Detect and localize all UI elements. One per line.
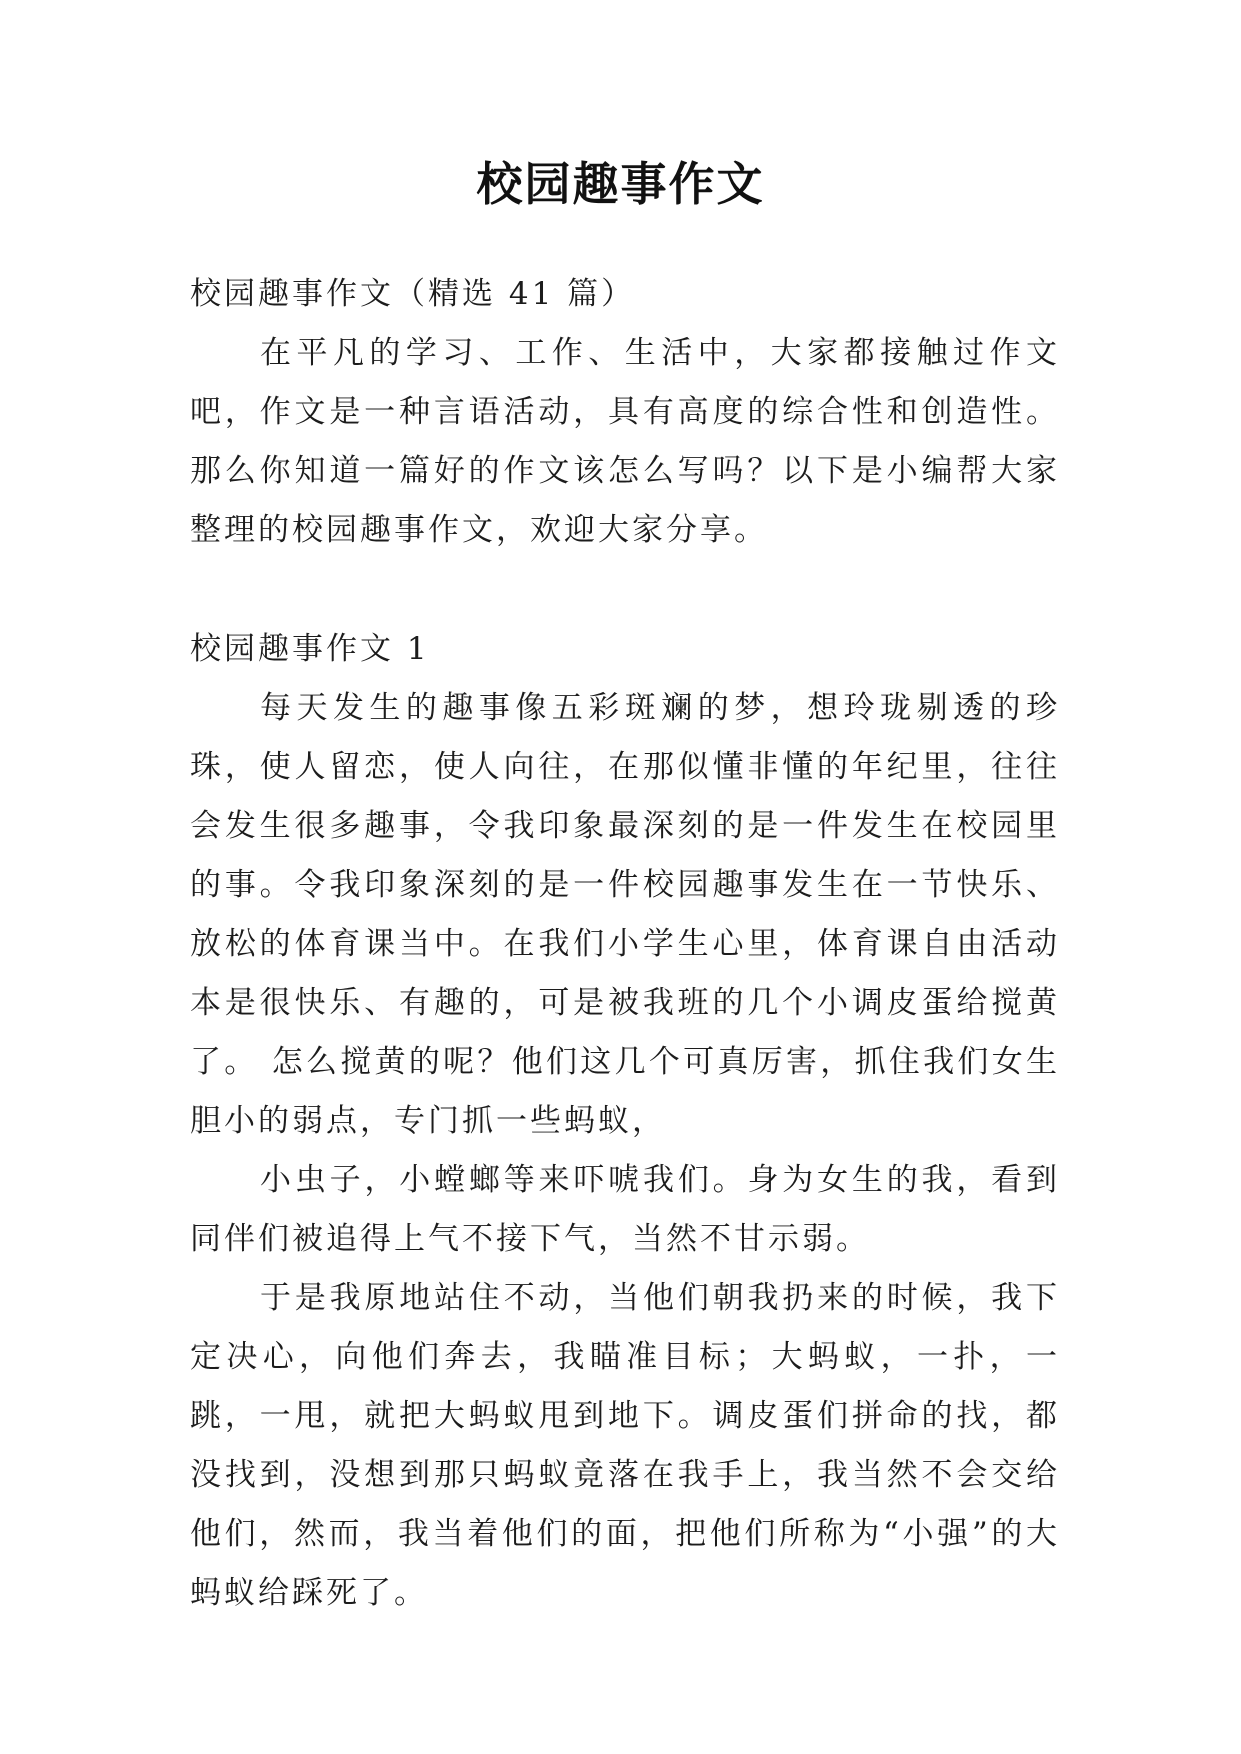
section-1-paragraph: 每天发生的趣事像五彩斑斓的梦，想玲珑剔透的珍珠，使人留恋，使人向往，在那似懂非懂的年纪里，往往会发生很多趣事，令我印象最深刻的是一件发生在校园里的事。令我印象深刻的是一件校园趣事发生在一节快乐、放松的体育课当中。在我们小学生心里，体育课自由活动本是很快乐、有趣的，可是被我班的几个小调皮蛋给搅黄了。 怎么搅黄的呢？他们这几个可真厉害，抓住我们女生胆小的弱点，专门抓一些蚂蚁， [190, 690, 1060, 1139]
section-1-paragraph: 于是我原地站住不动，当他们朝我扔来的时候，我下定决心，向他们奔去，我瞄准目标；大蚂蚁，一扑，一跳，一甩，就把大蚂蚁甩到地下。调皮蛋们拼命的找，都没找到，没想到那只蚂蚁竟落在我手上，我当然不会交给他们，然而，我当着他们的面，把他们所称为“小强”的大蚂蚁给踩死了。 [190, 1280, 1060, 1611]
section-1-heading: 校园趣事作文 1 [190, 631, 430, 667]
document-subtitle: 校园趣事作文（精选 41 篇） [190, 276, 636, 312]
document-title: 校园趣事作文 [476, 157, 765, 211]
section-1 [190, 620, 1060, 1623]
section-1-paragraph: 小虫子，小螳螂等来吓唬我们。身为女生的我，看到同伴们被追得上气不接下气，当然不甘示弱。 [190, 1162, 1060, 1257]
intro-block [190, 265, 1060, 560]
intro-paragraph: 在平凡的学习、工作、生活中，大家都接触过作文吧，作文是一种言语活动，具有高度的综合性和创造性。那么你知道一篇好的作文该怎么写吗？以下是小编帮大家整理的校园趣事作文，欢迎大家分享。 [190, 335, 1060, 548]
